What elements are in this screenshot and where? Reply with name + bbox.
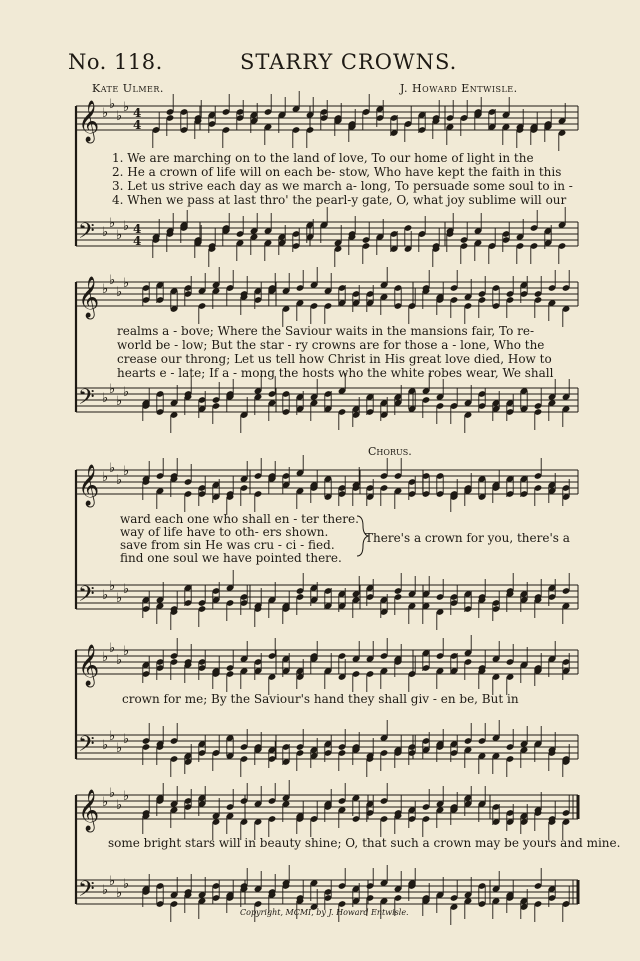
time-signature-digit: 4: [133, 234, 142, 248]
verse-4-line-2: hearts e - late; If a - mong the hosts who the white robes wear, We shall: [117, 366, 554, 380]
flat-icon: ♭: [109, 874, 116, 889]
flat-icon: ♭: [116, 394, 123, 409]
flat-icon: ♭: [102, 225, 109, 240]
flat-icon: ♭: [116, 285, 123, 300]
flat-icon: ♭: [116, 741, 123, 756]
verse-2-line-3: way of life have to oth- ers shown.: [120, 525, 329, 539]
treble-clef-icon: 𝄞: [78, 465, 100, 506]
verse-3-line-1: 3. Let us strive each day as we march a- long, To persuade some soul to in -: [112, 179, 573, 193]
flat-icon: ♭: [102, 391, 109, 406]
flat-icon: ♭: [116, 591, 123, 606]
flat-icon: ♭: [116, 109, 123, 124]
flat-icon: ♭: [109, 97, 116, 112]
flat-icon: ♭: [116, 798, 123, 813]
flat-icon: ♭: [109, 461, 116, 476]
time-signature-digit: 4: [133, 222, 142, 236]
flat-icon: ♭: [123, 732, 130, 747]
lyricist-credit: Kate Ulmer.: [92, 82, 164, 95]
bass-clef-icon: 𝄢: [78, 219, 95, 249]
flat-icon: ♭: [123, 276, 130, 291]
verse-1-line-3: ward each one who shall en - ter there.: [120, 512, 359, 526]
treble-clef-icon: 𝄞: [78, 277, 100, 318]
flat-icon: ♭: [116, 886, 123, 901]
flat-icon: ♭: [116, 653, 123, 668]
flat-icon: ♭: [123, 464, 130, 479]
flat-icon: ♭: [123, 100, 130, 115]
treble-staff-2: [76, 273, 578, 319]
flat-icon: ♭: [109, 579, 116, 594]
flat-icon: ♭: [109, 273, 116, 288]
flat-icon: ♭: [102, 106, 109, 121]
flat-icon: ♭: [109, 641, 116, 656]
flat-icon: ♭: [123, 789, 130, 804]
verse-1-line-1: 1. We are marching on to the land of love, To our home of light in the: [112, 151, 534, 165]
verse-1-line-2: realms a - bove; Where the Saviour waits in the mansions fair, To re-: [117, 324, 535, 338]
treble-notes-2: [142, 267, 571, 327]
bass-notes-1: [152, 207, 567, 267]
bass-notes-4: [142, 720, 571, 777]
flat-icon: ♭: [102, 470, 109, 485]
verse-4-line-3: find one soul we have pointed there.: [120, 551, 342, 565]
bass-clef-icon: 𝄢: [78, 732, 95, 762]
chorus-line-1: There's a crown for you, there's a: [365, 531, 570, 545]
flat-icon: ♭: [102, 282, 109, 297]
chorus-label: Chorus.: [368, 445, 412, 458]
flat-icon: ♭: [102, 795, 109, 810]
bass-notes-3: [142, 570, 571, 630]
flat-icon: ♭: [123, 644, 130, 659]
flat-icon: ♭: [116, 228, 123, 243]
verse-2-line-1: 2. He a crown of life will on each be- stow, Who have kept the faith in this: [112, 165, 562, 179]
treble-clef-icon: 𝄞: [78, 645, 100, 686]
flat-icon: ♭: [102, 738, 109, 753]
copyright-notice: Copyright, MCMI, by J. Howard Entwisle.: [240, 908, 409, 917]
flat-icon: ♭: [116, 473, 123, 488]
treble-clef-icon: 𝄞: [78, 101, 100, 142]
flat-icon: ♭: [102, 650, 109, 665]
treble-notes-5: [142, 780, 571, 840]
flat-icon: ♭: [102, 883, 109, 898]
verse-2-line-2: world be - low; But the star - ry crowns are for those a - lone, Who the: [117, 338, 545, 352]
verse-4-line-1: 4. When we pass at last thro' the pearl-y gate, O, what joy sublime will our: [112, 193, 567, 207]
hymn-title: STARRY CROWNS.: [240, 50, 458, 74]
treble-staff-3: [76, 461, 578, 507]
flat-icon: ♭: [123, 877, 130, 892]
hymn-number: No. 118.: [68, 50, 163, 74]
chorus-line-3: some bright stars will in beauty shine; O, that such a crown may be yours and mine.: [108, 836, 621, 850]
bass-clef-icon: 𝄢: [78, 385, 95, 415]
flat-icon: ♭: [123, 385, 130, 400]
treble-notes-4: [142, 635, 571, 695]
composer-credit: J. Howard Entwisle.: [400, 82, 518, 95]
flat-icon: ♭: [102, 588, 109, 603]
flat-icon: ♭: [109, 382, 116, 397]
bass-clef-icon: 𝄢: [78, 877, 95, 907]
verse-3-line-2: crease our throng; Let us tell how Christ in His great love died, How to: [117, 352, 552, 366]
flat-icon: ♭: [109, 786, 116, 801]
treble-notes-3: [142, 455, 571, 515]
time-signature-digit: 4: [133, 106, 142, 120]
treble-staff-4: [76, 641, 578, 687]
flat-icon: ♭: [109, 216, 116, 231]
treble-notes-1: [152, 91, 567, 151]
treble-clef-icon: 𝄞: [78, 790, 100, 831]
chorus-line-2: crown for me; By the Saviour's hand they shall giv - en be, But in: [122, 692, 519, 706]
bass-notes-2: [142, 373, 571, 433]
flat-icon: ♭: [123, 219, 130, 234]
bass-clef-icon: 𝄢: [78, 582, 95, 612]
time-signature-digit: 4: [133, 118, 142, 132]
flat-icon: ♭: [123, 582, 130, 597]
verse-3-line-3: save from sin He was cru - ci - fied.: [120, 538, 335, 552]
flat-icon: ♭: [109, 729, 116, 744]
